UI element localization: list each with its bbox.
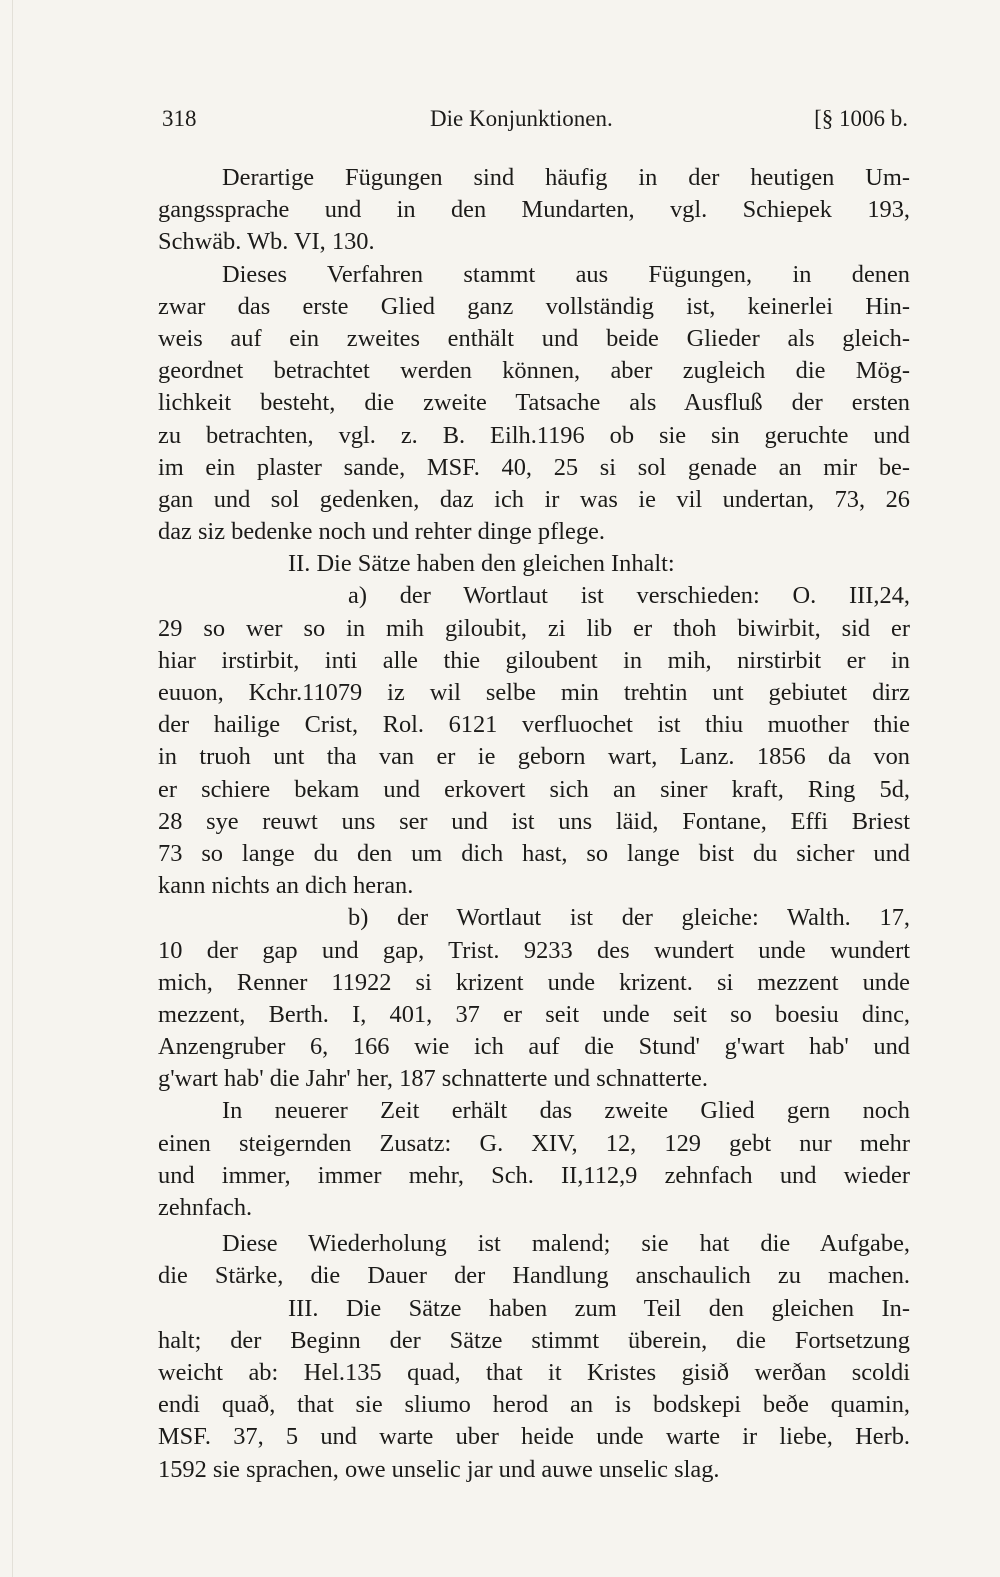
text-line: einen steigernden Zusatz: G. XIV, 12, 129 gebt nur mehr <box>158 1129 910 1157</box>
text-line: weis auf ein zweites enthält und beide Glieder als gleich- <box>158 324 910 352</box>
text-line: weicht ab: Hel.135 quad, that it Kristes gisið werðan scoldi <box>158 1358 910 1386</box>
text-line: Anzengruber 6, 166 wie ich auf die Stund' g'wart hab' und <box>158 1033 910 1061</box>
text-line: mich, Renner 11922 si krizent unde krizent. si mezzent unde <box>158 968 910 996</box>
text-line: endi quað, that sie sliumo herod an is bodskepi beðe quamin, <box>158 1391 910 1419</box>
text-line: g'wart hab' die Jahr' her, 187 schnatterte und schnatterte. <box>158 1065 708 1093</box>
text-line: 29 so wer so in mih giloubit, zi lib er thoh biwirbit, sid er <box>158 614 910 642</box>
text-line: III. Die Sätze haben zum Teil den gleichen In- <box>288 1294 910 1322</box>
text-line: 28 sye reuwt uns ser und ist uns läid, Fontane, Effi Briest <box>158 807 910 835</box>
text-line: In neuerer Zeit erhält das zweite Glied gern noch <box>222 1097 910 1125</box>
text-body <box>158 162 910 1486</box>
text-line: Schwäb. Wb. VI, 130. <box>158 228 375 256</box>
running-header <box>162 106 908 136</box>
text-line: b) der Wortlaut ist der gleiche: Walth. 17, <box>348 904 910 932</box>
text-line: im ein plaster sande, MSF. 40, 25 si sol genade an mir be- <box>158 453 910 481</box>
text-line: II. Die Sätze haben den gleichen Inhalt: <box>288 550 675 578</box>
text-line: gan und sol gedenken, daz ich ir was ie vil undertan, 73, 26 <box>158 485 910 513</box>
running-title: Die Konjunktionen. <box>430 106 613 131</box>
text-line: mezzent, Berth. I, 401, 37 er seit unde seit so boesiu dinc, <box>158 1000 910 1028</box>
text-line: zu betrachten, vgl. z. B. Eilh.1196 ob sie sin geruchte und <box>158 421 910 449</box>
text-line: er schiere bekam und erkovert sich an siner kraft, Ring 5d, <box>158 775 910 803</box>
text-line: Derartige Fügungen sind häufig in der heutigen Um- <box>222 164 910 191</box>
text-line: geordnet betrachtet werden können, aber zugleich die Mög- <box>158 357 910 385</box>
page-number: 318 <box>162 106 197 131</box>
text-line: 1592 sie sprachen, owe unselic jar und auwe unselic slag. <box>158 1455 720 1483</box>
section-reference: [§ 1006 b. <box>814 106 908 131</box>
text-line: 73 so lange du den um dich hast, so lange bist du sicher und <box>158 839 910 867</box>
text-line: gangssprache und in den Mundarten, vgl. Schiepek 193, <box>158 196 910 224</box>
text-line: MSF. 37, 5 und warte uber heide unde warte ir liebe, Herb. <box>158 1423 910 1451</box>
text-line: zwar das erste Glied ganz vollständig ist, keinerlei Hin- <box>158 292 910 320</box>
text-line: halt; der Beginn der Sätze stimmt überein, die Fortsetzung <box>158 1326 910 1354</box>
text-line: hiar irstirbit, inti alle thie giloubent in mih, nirstirbit er in <box>158 646 910 674</box>
text-line: kann nichts an dich heran. <box>158 872 414 900</box>
text-line: lichkeit besteht, die zweite Tatsache als Ausfluß der ersten <box>158 389 910 417</box>
text-line: a) der Wortlaut ist verschieden: O. III,24, <box>348 582 910 610</box>
text-line: zehnfach. <box>158 1194 253 1221</box>
text-line: daz siz bedenke noch und rehter dinge pflege. <box>158 518 605 546</box>
text-line: Diese Wiederholung ist malend; sie hat die Aufgabe, <box>222 1230 910 1258</box>
text-line: und immer, immer mehr, Sch. II,112,9 zehnfach und wieder <box>158 1161 910 1189</box>
text-line: Dieses Verfahren stammt aus Fügungen, in denen <box>222 260 910 288</box>
text-line: euuon, Kchr.11079 iz wil selbe min trehtin unt gebiutet dirz <box>158 679 910 706</box>
text-line: die Stärke, die Dauer der Handlung anschaulich zu machen. <box>158 1262 910 1290</box>
text-line: in truoh unt tha van er ie geborn wart, Lanz. 1856 da von <box>158 743 910 771</box>
text-line: 10 der gap und gap, Trist. 9233 des wundert unde wundert <box>158 936 910 964</box>
text-line: der hailige Crist, Rol. 6121 verfluochet ist thiu muother thie <box>158 711 910 739</box>
